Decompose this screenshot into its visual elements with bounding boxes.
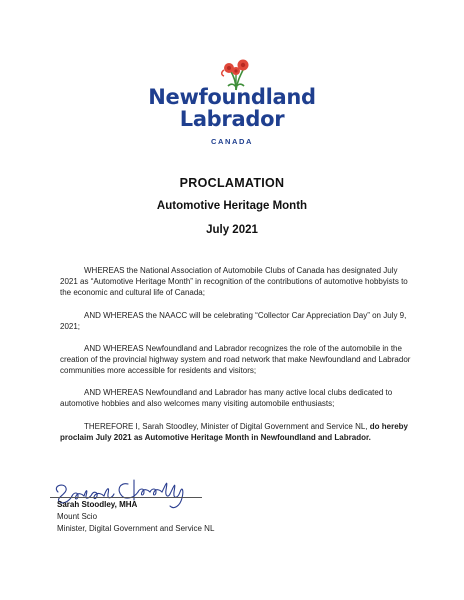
whereas-paragraph-3 (60, 343, 412, 376)
whereas-paragraph-1-text: WHEREAS the National Association of Automobile Clubs of Canada has designated July 2021 as “Automotive Heritage Month” in recognition of the contributions of automotive hobbyists to the economic and cultural life of Canada; (60, 266, 408, 297)
logo-wordmark-newfoundland: Newfoundland (148, 85, 316, 109)
signatory-title: Minister, Digital Government and Service NL (57, 524, 215, 533)
therefore-paragraph (60, 421, 412, 443)
proclamation-statement: do hereby proclaim July 2021 as Automotive Heritage Month in Newfoundland and Labrador. (60, 422, 408, 442)
whereas-paragraph-2 (60, 310, 412, 332)
proclamation-heading: PROCLAMATION (179, 176, 285, 190)
logo-country: CANADA (210, 137, 254, 146)
whereas-paragraph-1 (60, 265, 412, 298)
whereas-paragraph-4 (60, 387, 412, 409)
whereas-paragraph-3-text: AND WHEREAS Newfoundland and Labrador recognizes the role of the automobile in the creation of the provincial highway system and road network that make Newfoundland and Labrador communities more accessible for residents and visitors; (60, 344, 411, 375)
therefore-intro-text: THEREFORE I, Sarah Stoodley, Minister of Digital Government and Service NL, (84, 422, 368, 431)
whereas-paragraph-4-text: AND WHEREAS Newfoundland and Labrador has many active local clubs dedicated to automotive hobbies and also welcomes many visiting automobile enthusiasts; (60, 388, 393, 408)
signature-line (50, 497, 202, 498)
signatory-name: Sarah Stoodley, MHA (57, 500, 138, 509)
proclamation-date: July 2021 (206, 224, 258, 236)
proclamation-subject: Automotive Heritage Month (156, 200, 308, 212)
whereas-paragraph-2-text: AND WHEREAS the NAACC will be celebrating “Collector Car Appreciation Day” on July 9, 2021; (60, 311, 407, 331)
signatory-district: Mount Scio (57, 512, 98, 521)
logo-wordmark-labrador: Labrador (179, 107, 285, 131)
